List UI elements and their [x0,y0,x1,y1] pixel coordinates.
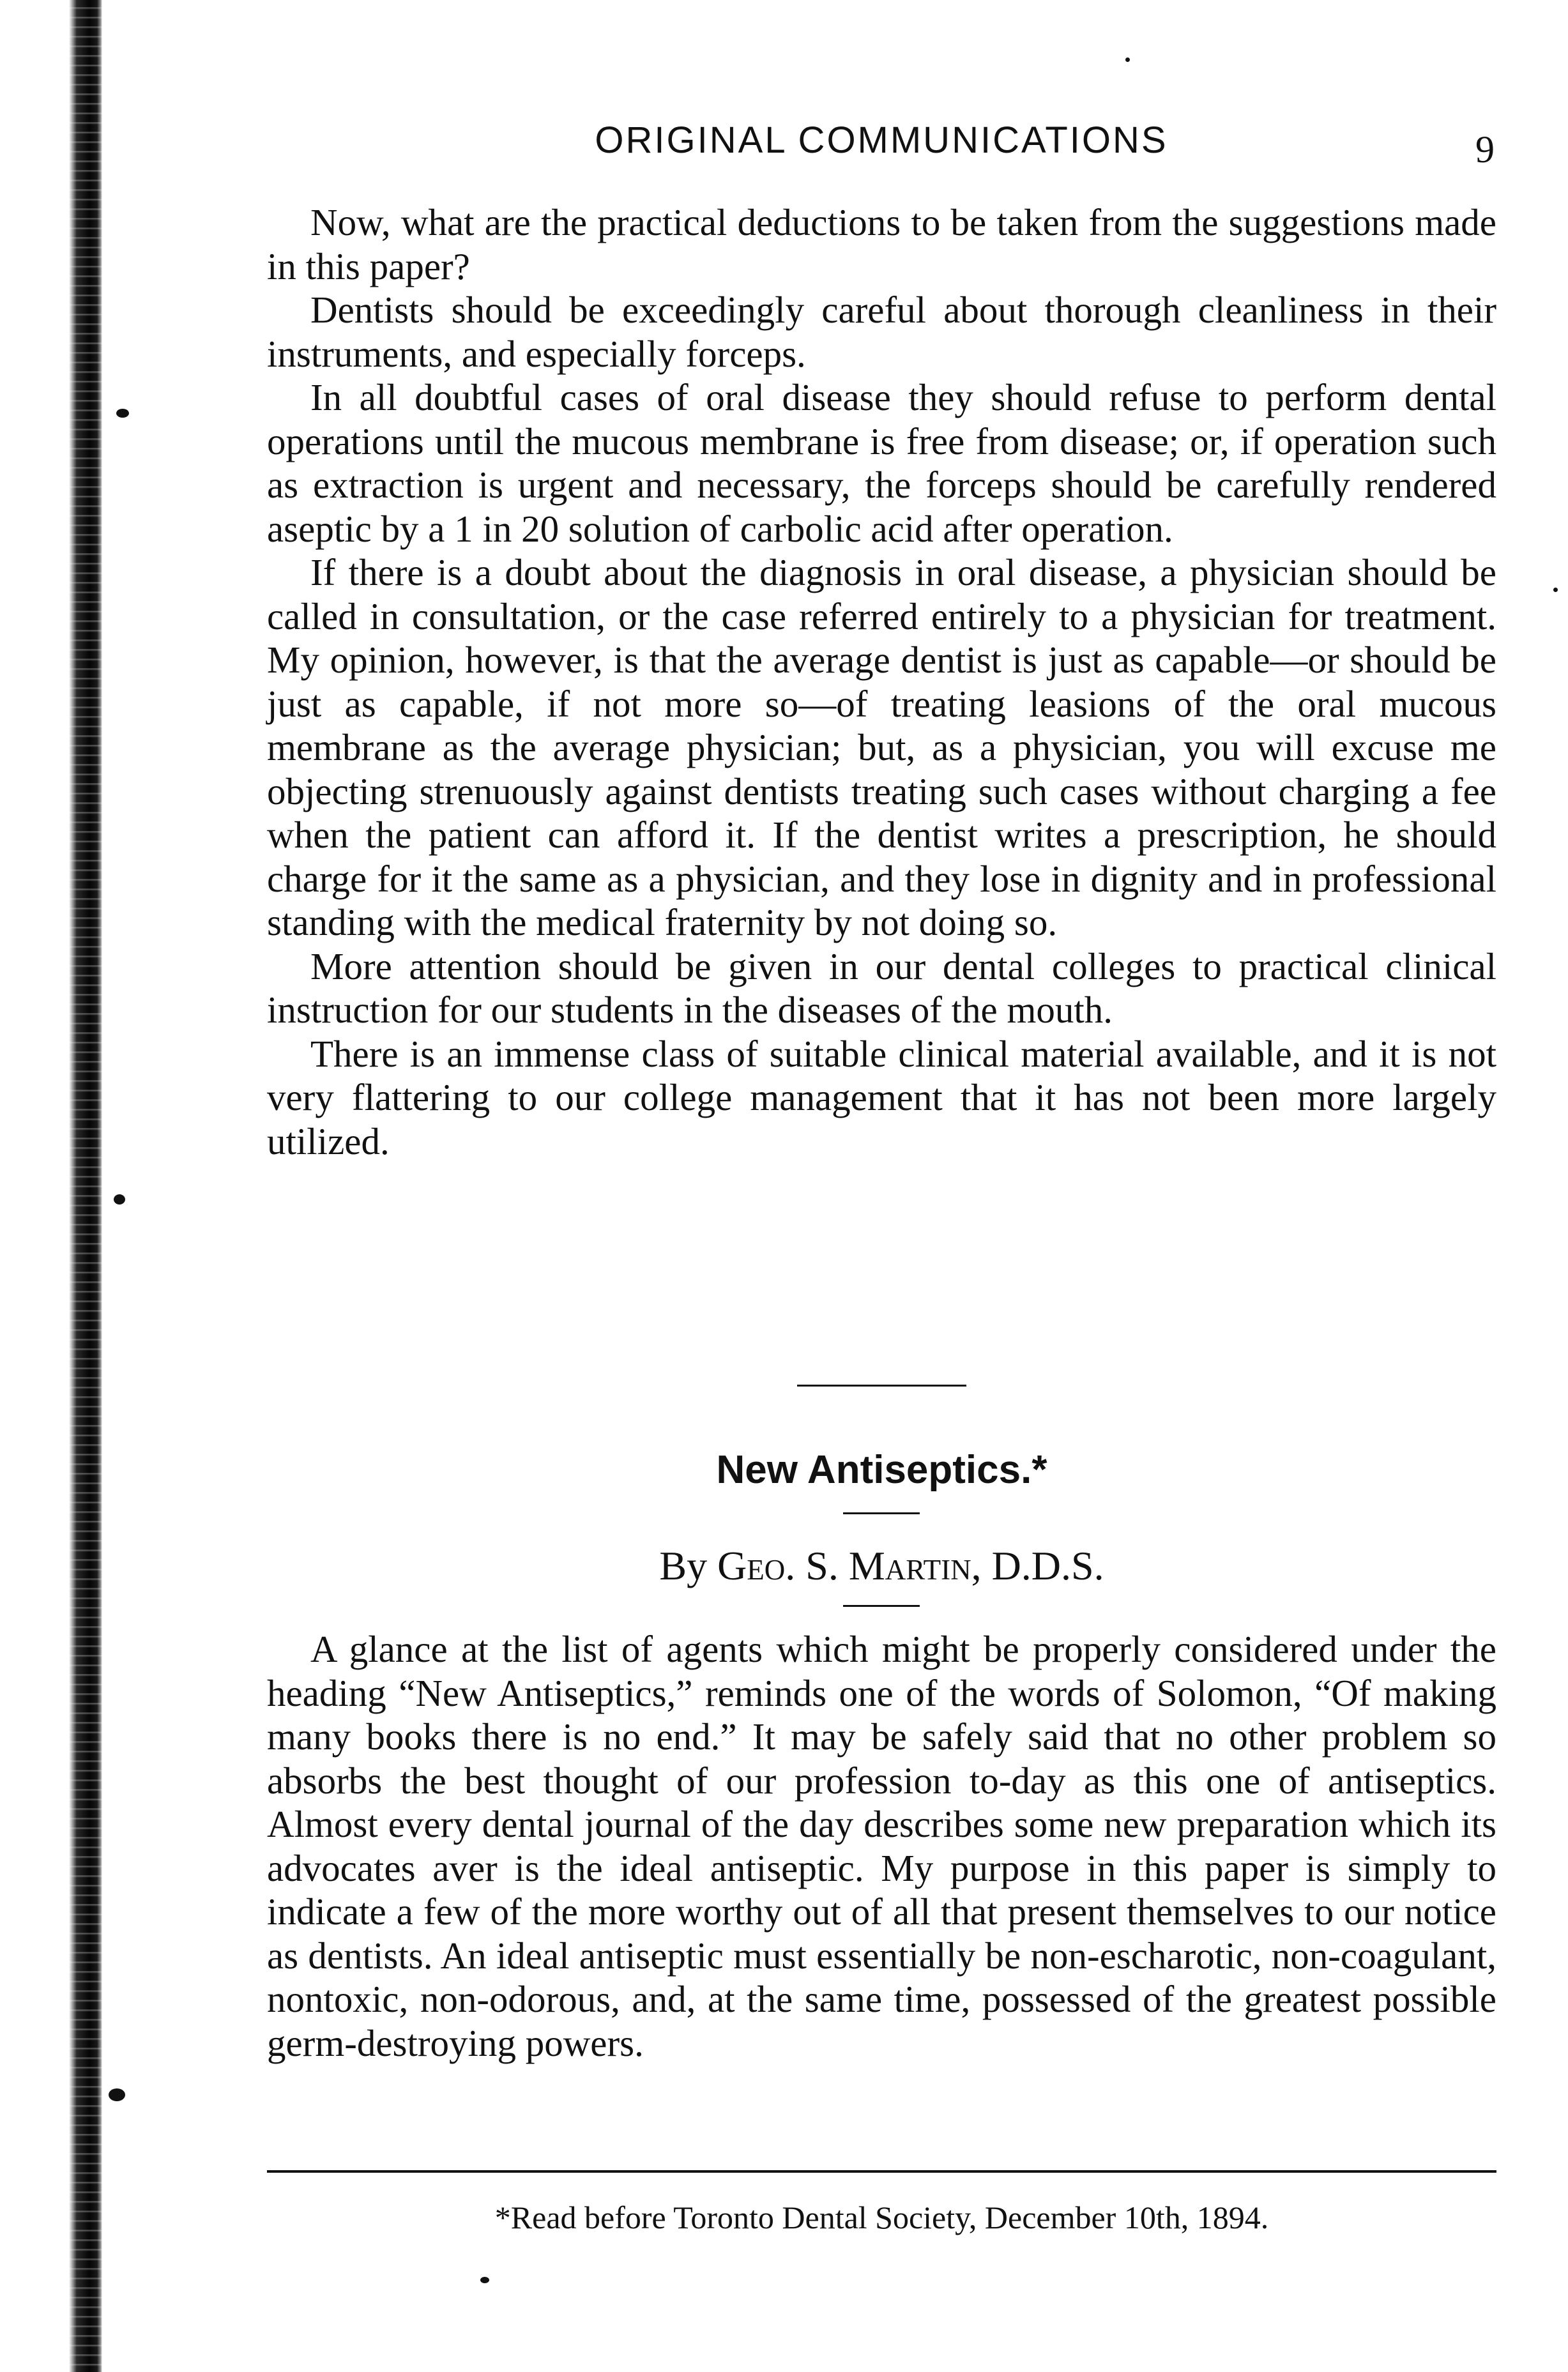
byline-rule [843,1605,920,1607]
paragraph: There is an immense class of suitable clinical material available, and it is not very flattering to our college management that it has not been more largely utilized. [267,1032,1496,1162]
scan-speck [1125,57,1130,62]
footnote: *Read before Toronto Dental Society, December 10th, 1894. [494,2200,1269,2235]
binding-texture [0,0,102,2372]
byline-prefix: By [659,1543,708,1588]
footnote-rule [267,2170,1496,2173]
paragraph: A glance at the list of agents which might be properly considered under the heading “New Antiseptics,” reminds one of the words of Solomon, “Of making many books there is no end.” It may be safely said that no other problem so absorbs the best thought of our profession to-day as this one of antiseptics. Almost every dental journal of the day describes some new preparation which its advocates aver is the ideal antiseptic. My purpose in this paper is simply to indicate a few of the more worthy out of all that present themselves to our notice as dentists. An ideal antiseptic must essentially be non-escharotic, non-coagulant, nontoxic, non-odorous, and, at the same time, possessed of the greatest possible germ-destroying powers. [267,1628,1496,2064]
paragraph: If there is a doubt about the diagnosis in oral disease, a physician should be called in consultation, or the case referred entirely to a physician for treatment. My opinion, however, is that the average dentist is just as capable—or should be just as capable, if not more so—of treating leasions of the oral mucous membrane as the average physician; but, as a physician, you will excuse me objecting strenuously against dentists treating such cases without charging a fee when the patient can afford it. If the dentist writes a prescription, he should charge for it the same as a physician, and they lose in dignity and in professional standing with the medical fraternity by not doing so. [267,551,1496,943]
running-head [268,115,1495,171]
scan-speck [480,2277,489,2283]
title-rule [843,1512,920,1514]
scan-speck [114,1194,125,1205]
article-byline [267,1540,1496,1592]
article-title: New Antiseptics.* [716,1448,1047,1492]
paragraph: Now, what are the practical deductions to be taken from the suggestions made in this paper? [267,201,1496,287]
page-number: 9 [1475,128,1495,171]
scan-speck [1553,588,1558,592]
section-divider [797,1385,966,1387]
scan-speck [116,409,129,418]
paragraph: Dentists should be exceedingly careful about thorough cleanliness in their instruments, and especially forceps. [267,289,1496,375]
running-head-title: ORIGINAL COMMUNICATIONS [595,119,1168,161]
paragraph: More attention should be given in our dental colleges to practical clinical instruction for our students in the diseases of the mouth. [267,945,1496,1031]
scan-speck [109,2088,125,2101]
article-body [267,1627,1496,2065]
first-section-body [267,201,1496,1163]
paragraph: In all doubtful cases of oral disease they should refuse to perform dental operations until the mucous membrane is free from disease; or, if operation such as extraction is urgent and necessary, the forceps should be carefully rendered aseptic by a 1 in 20 solution of carbolic acid after operation. [267,376,1496,550]
author-name: Geo. S. Martin, D.D.S. [717,1543,1104,1588]
